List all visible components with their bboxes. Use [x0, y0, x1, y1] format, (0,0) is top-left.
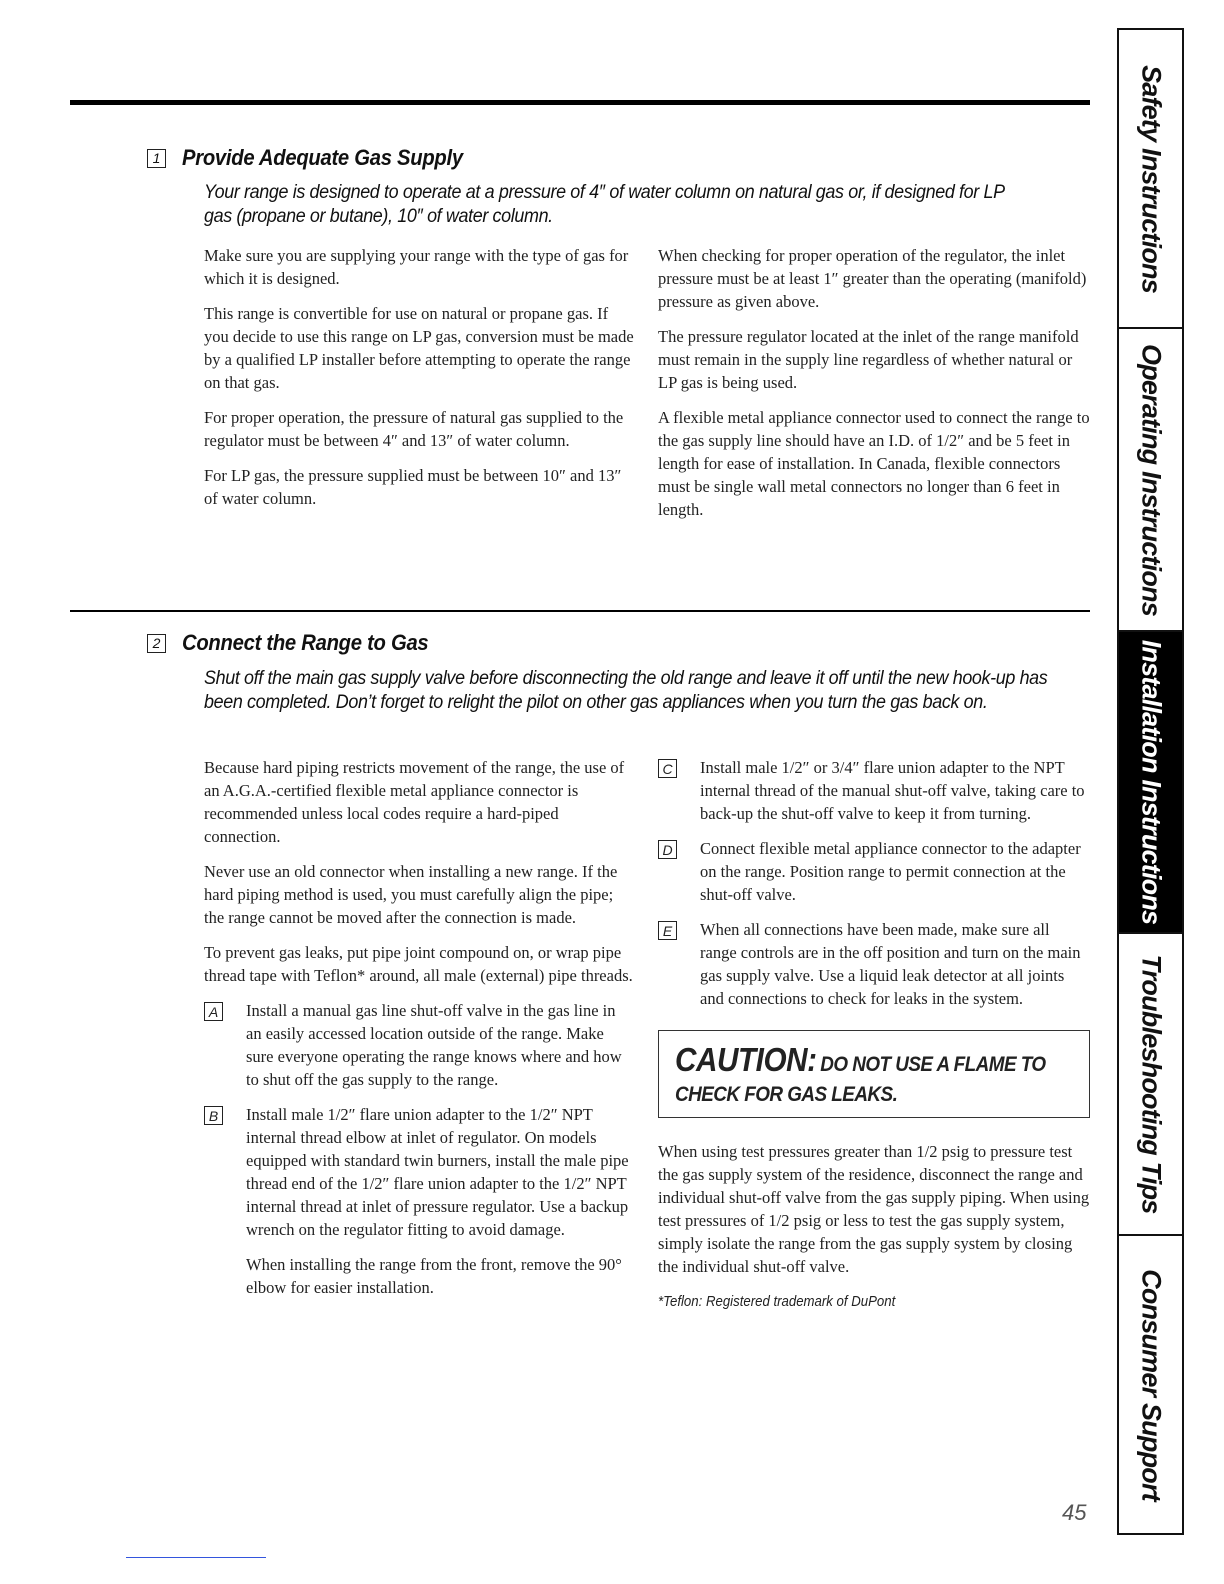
tab-label: Installation Instructions	[1136, 639, 1166, 925]
section-2-intro: Shut off the main gas supply valve before disconnecting the old range and leave it off until the new hook-up has been completed. Don’t forget to relight the pilot on other gas appliances when you turn the gas back on.	[204, 667, 1048, 713]
install-step-a	[204, 999, 634, 1091]
section-1-left-column	[204, 244, 634, 522]
step-number-box: 1	[147, 149, 166, 168]
page-number: 45	[1062, 1500, 1087, 1525]
step-text: Install male 1/2″ flare union adapter to the 1/2″ NPT internal thread elbow at inlet of regulator. On models equipped with standard twin burners, install the male pipe thread end of the 1/2″ flare union adapter to the 1/2″ NPT internal thread at inlet of pressure regulator. Use a backup wrench on the regulator fitting to avoid damage.	[246, 1105, 629, 1239]
tab-label: Safety Instructions	[1136, 64, 1166, 293]
step-letter-box: D	[658, 840, 677, 859]
section-2-header	[147, 630, 450, 656]
paragraph: When using test pressures greater than 1/2 psig to pressure test the gas supply system of the residence, disconnect the range and individual shut-off valve from the gas supply piping. When using test pressures of 1/2 psig or less to test the gas supply system, simply isolate the range from the gas supply system by closing the individual shut-off valve.	[658, 1142, 1090, 1276]
caution-box	[658, 1030, 1090, 1118]
tab-label: Troubleshooting Tips	[1136, 954, 1166, 1214]
tab-consumer-support[interactable]	[1119, 1236, 1182, 1533]
caution-text-line-1: DO NOT USE A FLAME TO	[820, 1053, 1046, 1076]
section-divider	[70, 610, 1090, 612]
install-step-c	[658, 756, 1090, 825]
paragraph: The pressure regulator located at the inlet of the range manifold must remain in the supply line regardless of whether natural or LP gas is being used.	[658, 327, 1079, 392]
tab-label: Consumer Support	[1136, 1268, 1166, 1501]
step-text: When all connections have been made, make sure all range controls are in the off position and turn on the main gas supply valve. Use a liquid leak detector at all joints and connections to check for leaks in the system.	[700, 920, 1081, 1008]
section-2-title: Connect the Range to Gas	[182, 630, 429, 655]
step-letter-box: C	[658, 759, 677, 778]
tab-label: Operating Instructions	[1136, 343, 1166, 616]
paragraph: Make sure you are supplying your range with the type of gas for which it is designed.	[204, 246, 629, 288]
tab-troubleshooting-tips[interactable]	[1119, 934, 1182, 1236]
section-1-title: Provide Adequate Gas Supply	[182, 145, 463, 170]
section-1-header	[147, 145, 487, 171]
paragraph: To prevent gas leaks, put pipe joint compound on, or wrap pipe thread tape with Teflon* around, all male (external) pipe threads.	[204, 943, 633, 985]
step-letter-box: B	[204, 1106, 223, 1125]
step-text: Connect flexible metal appliance connector to the adapter on the range. Position range to permit connection at the shut-off valve.	[700, 839, 1081, 904]
step-letter-box: E	[658, 921, 677, 940]
section-2-right-column	[658, 756, 1090, 1313]
step-text: Install male 1/2″ or 3/4″ flare union adapter to the NPT internal thread of the manual shut-off valve, taking care to back-up the shut-off valve to keep it from turning.	[700, 758, 1085, 823]
paragraph: When installing the range from the front, remove the 90° elbow for easier installation.	[246, 1255, 622, 1297]
step-letter-box: A	[204, 1002, 223, 1021]
section-1-intro: Your range is designed to operate at a pressure of 4″ of water column on natural gas or, if designed for LP gas (propane or butane), 10″ of water column.	[204, 181, 1005, 227]
step-text: Install a manual gas line shut-off valve in the gas line in an easily accessed location outside of the range. Make sure everyone operating the range knows where and how to shut off the gas supply to the range.	[246, 1001, 622, 1089]
caution-text-line-2: CHECK FOR GAS LEAKS.	[675, 1083, 898, 1106]
paragraph: Never use an old connector when installing a new range. If the hard piping method is used, you must carefully align the pipe; the range cannot be moved after the connection is made.	[204, 862, 618, 927]
install-step-e	[658, 918, 1090, 1010]
install-step-b	[204, 1103, 634, 1241]
paragraph: When checking for proper operation of the regulator, the inlet pressure must be at least 1″ greater than the operating (manifold) pressure as given above.	[658, 246, 1087, 311]
install-step-d	[658, 837, 1090, 906]
paragraph: For proper operation, the pressure of natural gas supplied to the regulator must be between 4″ and 13″ of water column.	[204, 408, 624, 450]
tab-safety-instructions[interactable]	[1119, 30, 1182, 329]
section-2-left-column	[204, 756, 634, 1311]
tab-operating-instructions[interactable]	[1119, 329, 1182, 632]
paragraph: Because hard piping restricts movement of the range, the use of an A.G.A.-certified flexible metal appliance connector is recommended unless local codes require a hard-piped connection.	[204, 758, 625, 846]
paragraph: This range is convertible for use on natural or propane gas. If you decide to use this range on LP gas, conversion must be made by a qualified LP installer before attempting to operate the range on that gas.	[204, 304, 634, 392]
caution-word: CAUTION:	[675, 1041, 817, 1078]
section-1-right-column	[658, 244, 1090, 533]
teflon-footnote: *Teflon: Registered trademark of DuPont	[658, 1293, 896, 1310]
step-number-box: 2	[147, 634, 166, 653]
paragraph: For LP gas, the pressure supplied must be between 10″ and 13″ of water column.	[204, 466, 622, 508]
paragraph: A flexible metal appliance connector used to connect the range to the gas supply line should have an I.D. of 1/2″ and be 5 feet in length for ease of installation. In Canada, flexible connectors must be single wall metal connectors no longer than 6 feet in length.	[658, 408, 1090, 519]
top-rule	[70, 100, 1090, 105]
section-tabs	[1117, 28, 1184, 1535]
tab-installation-instructions[interactable]	[1119, 632, 1182, 934]
scan-artifact-line	[126, 1557, 266, 1558]
